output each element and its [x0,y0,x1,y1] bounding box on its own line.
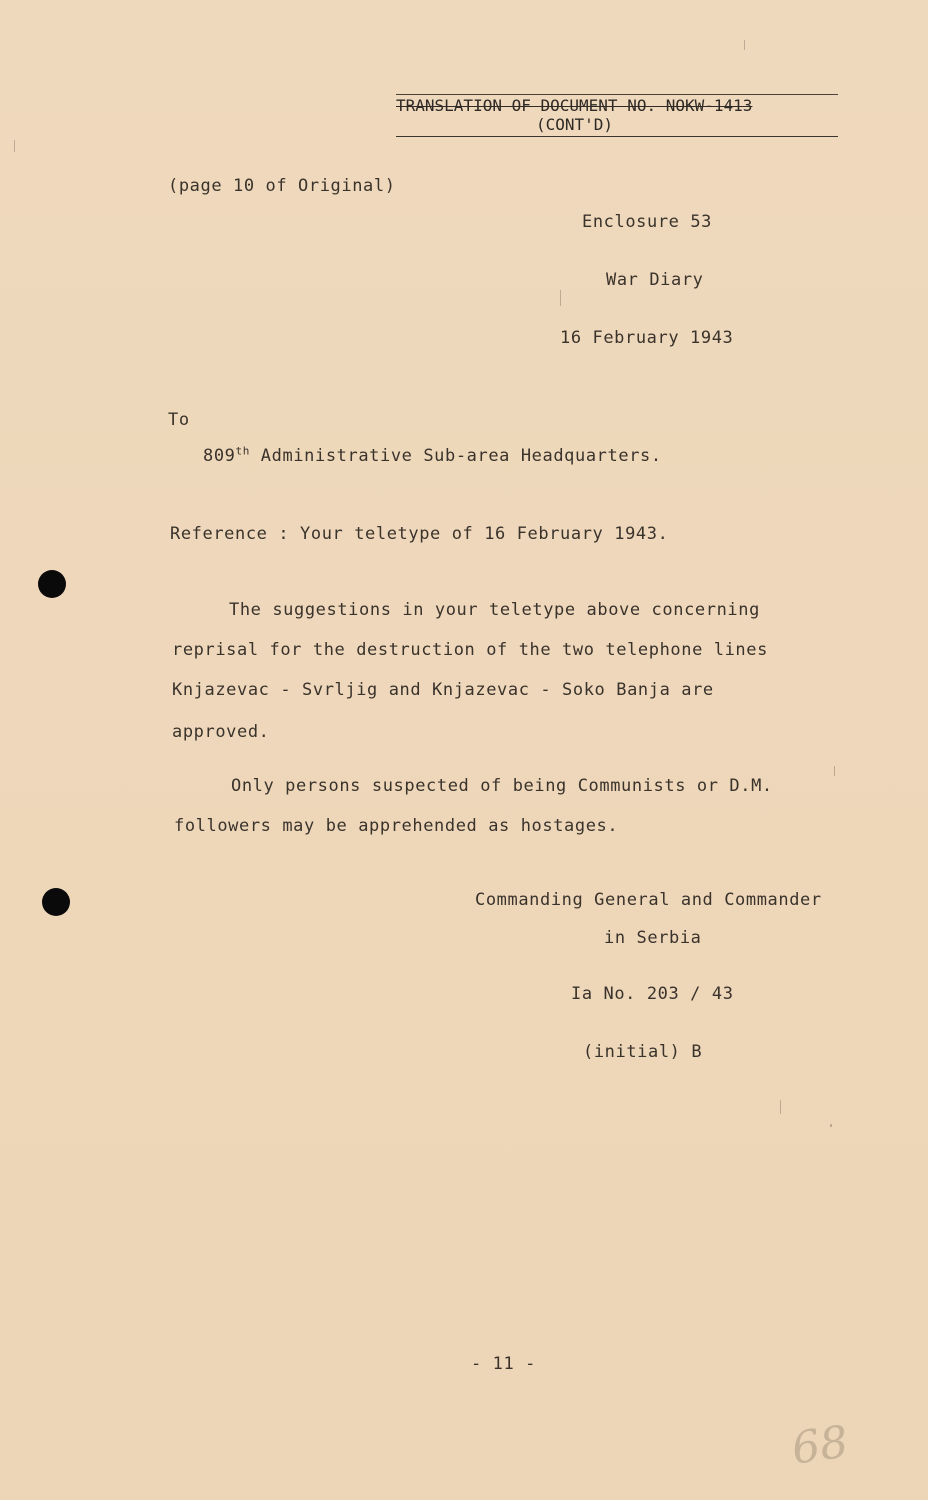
document-date: 16 February 1943 [560,328,734,348]
header-title: TRANSLATION OF DOCUMENT NO. NOKW-1413 [396,96,753,115]
paper-speck [744,40,745,50]
to-label: To [168,410,190,430]
initial-mark: (initial) B [583,1042,703,1062]
paper-speck [780,1100,781,1114]
body-paragraph1-line4: approved. [172,722,270,742]
header-top-rule [396,94,838,95]
war-diary-label: War Diary [606,270,704,290]
paper-speck [834,766,835,776]
page-number: - 11 - [471,1354,537,1374]
reference-line: Reference : Your teletype of 16 February 1943. [170,524,669,544]
punch-hole-top [38,570,66,598]
addressee-number: 809 [203,446,236,466]
handwritten-page-number: 68 [788,1416,852,1475]
signature-title-line2: in Serbia [604,928,702,948]
addressee-name: Administrative Sub-area Headquarters. [249,446,662,466]
body-paragraph1-line3: Knjazevac - Svrljig and Knjazevac - Soko Banja are [172,680,714,700]
punch-hole-bottom [42,888,70,916]
paper-speck [830,1124,832,1127]
header-continued: (CONT'D) [536,115,614,134]
body-paragraph1-line1: The suggestions in your teletype above concerning [229,600,760,620]
page-reference: (page 10 of Original) [168,176,396,196]
paper-speck [560,290,561,306]
body-paragraph2-line2: followers may be apprehended as hostages. [174,816,619,836]
body-paragraph1-line2: reprisal for the destruction of the two telephone lines [172,640,768,660]
signature-title-line1: Commanding General and Commander [475,890,822,910]
addressee-superscript: th [235,444,250,458]
enclosure-label: Enclosure 53 [582,212,713,232]
header-underline [396,136,838,137]
paper-speck [14,140,15,152]
body-paragraph2-line1: Only persons suspected of being Communists or D.M. [231,776,773,796]
file-number: Ia No. 203 / 43 [571,984,734,1004]
addressee [203,446,662,466]
document-header [396,96,838,134]
